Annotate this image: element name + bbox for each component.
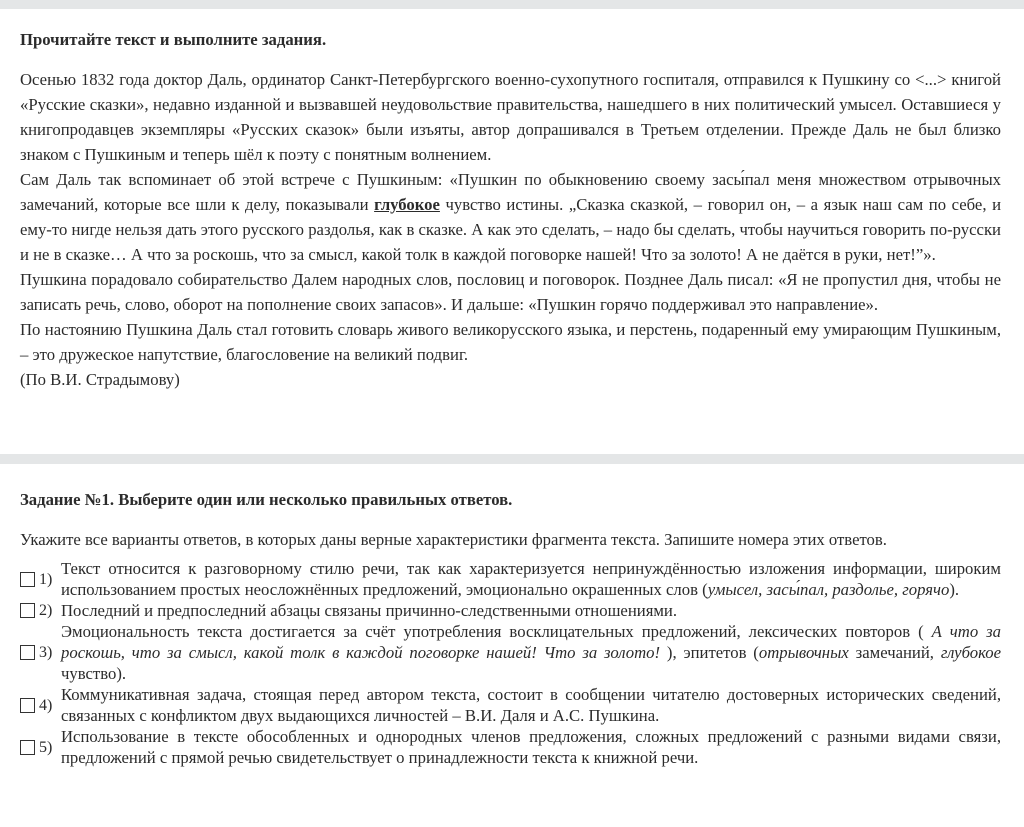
reading-source: (По В.И. Страдымову) bbox=[20, 370, 180, 389]
option-number: 1) bbox=[39, 570, 53, 588]
option-4-text bbox=[61, 684, 1001, 726]
option-number: 2) bbox=[39, 602, 53, 619]
option-text-part: Эмоциональность текста достигается за счёт употребления восклицательных предложений, лексических повторов ( bbox=[61, 622, 932, 641]
reading-card bbox=[0, 9, 1024, 454]
option-text-part: Последний и предпоследний абзацы связаны причинно-следственными отношениями. bbox=[61, 601, 678, 620]
top-divider bbox=[0, 0, 1024, 9]
option-3-checkbox[interactable] bbox=[20, 645, 35, 660]
task-title: Задание №1. Выберите один или несколько правильных ответов. bbox=[20, 490, 513, 509]
option-italic-part: отрывочных bbox=[758, 643, 849, 662]
section-divider bbox=[0, 454, 1024, 464]
answer-option-2 bbox=[20, 600, 1001, 621]
option-text-part: Текст относится к разговорному стилю речи, так как характеризуется непринуждённостью изложения информации, широким использованием простых неосложнённых предложений, эмоционально окрашенных слов ( bbox=[61, 559, 1001, 599]
highlighted-word: глубокое bbox=[374, 195, 440, 214]
option-5-checkbox[interactable] bbox=[20, 740, 35, 755]
reading-paragraph-2 bbox=[20, 167, 1001, 267]
option-text-part: Коммуникативная задача, стоящая перед автором текста, состоит в сообщении читателю достоверных исторических сведений, связанных с конфликтом двух выдающихся личностей – В.И. Даля и А.С. Пушкина. bbox=[61, 685, 1001, 725]
option-1-checkbox[interactable] bbox=[20, 572, 35, 587]
option-2-checkbox[interactable] bbox=[20, 603, 35, 618]
reading-title: Прочитайте текст и выполните задания. bbox=[20, 30, 327, 49]
reading-paragraph-3: Пушкина порадовало собирательство Далем народных слов, пословиц и поговорок. Позднее Даль писал: «Я не пропустил дня, чтобы не записать речь, слово, оборот на пополнение своих запасов». И дальше: «Пушкин горячо поддерживал это направление». bbox=[20, 270, 1001, 314]
answer-option-3 bbox=[20, 621, 1001, 684]
reading-paragraph-2-end: чувство истины. „Сказка сказкой, – говорил он, – а язык наш сам по себе, и ему-то нигде нельзя дать этого русского раздолья, как в сказке. А как это сделать, – надо бы сделать, чтобы научиться говорить по-русски и не в сказке… А что за роскошь, что за смысл, какой толк в каждой поговорке нашей! Что за золото! А не даётся в руки, нет!”». bbox=[20, 195, 1002, 264]
option-italic-part: А что за роскошь, что за смысл, какой толк в каждой поговорке нашей! Что за золото! bbox=[61, 622, 1001, 662]
option-text-part: Использование в тексте обособленных и однородных членов предложения, сложных предложений с разными видами связи, предложений с прямой речью свидетельствует о принадлежности текста к книжной речи. bbox=[61, 727, 1001, 767]
answer-option-4 bbox=[20, 684, 1001, 726]
option-3-text bbox=[61, 621, 1001, 684]
option-5-text bbox=[61, 726, 1001, 768]
option-text-part: замечаний, bbox=[848, 643, 941, 662]
option-italic-part: умысел, засы́пал, раздолье, горячо bbox=[707, 580, 950, 599]
task-question: Укажите все варианты ответов, в которых даны верные характеристики фрагмента текста. Запишите номера этих ответов. bbox=[20, 530, 887, 549]
reading-paragraph-1: Осенью 1832 года доктор Даль, ординатор Санкт-Петербургского военно-сухопутного госпиталя, отправился к Пушкину со <...> книгой «Русские сказки», недавно изданной и вызвавшей неудовольствие правительства, нашедшего в них политический умысел. Оставшиеся у книгопродавцев экземпляры «Русских сказок» были изъяты, автор допрашивался в Третьем отделении. Прежде Даль не был близко знаком с Пушкиным и теперь шёл к поэту с понятным волнением. bbox=[20, 70, 1001, 164]
option-number: 4) bbox=[39, 696, 53, 714]
reading-paragraph-2-start: Сам Даль так вспоминает об этой встрече с Пушкиным: «Пушкин по обыкновению своему засы́пал меня множеством отрывочных замечаний, которые все шли к делу, показывали bbox=[20, 170, 1001, 214]
answer-option-5 bbox=[20, 726, 1001, 768]
option-number: 3) bbox=[39, 644, 53, 661]
option-1-text bbox=[61, 558, 1001, 600]
answer-option-1 bbox=[20, 558, 1001, 600]
task-card bbox=[0, 464, 1024, 768]
option-text-part: ). bbox=[949, 580, 960, 599]
option-4-checkbox[interactable] bbox=[20, 698, 35, 713]
option-text-part: ), эпитетов ( bbox=[660, 643, 759, 662]
reading-paragraph-4: По настоянию Пушкина Даль стал готовить словарь живого великорусского языка, и перстень, подаренный ему умирающим Пушкиным, – это дружеское напутствие, благословение на великий подвиг. bbox=[20, 320, 1001, 364]
option-italic-part: глубокое bbox=[940, 643, 1002, 662]
option-number: 5) bbox=[39, 738, 53, 756]
option-text-part: чувство). bbox=[61, 664, 127, 683]
option-2-text bbox=[61, 600, 1001, 621]
